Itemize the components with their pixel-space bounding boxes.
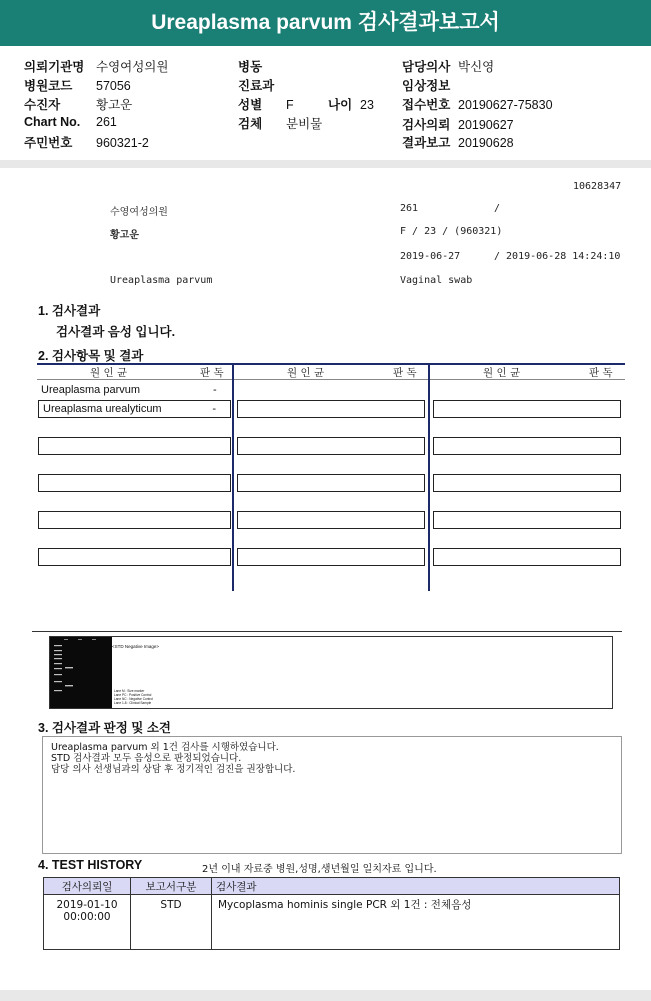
- header-request-date: [402, 115, 514, 133]
- header-label: 접수번호: [402, 98, 451, 112]
- col-head-judge: 판 독: [393, 367, 417, 379]
- gel-image: [50, 637, 112, 708]
- report-date-from: 2019-06-27: [400, 251, 461, 262]
- result-cell-empty: [433, 511, 621, 529]
- header-value: 20190628: [458, 136, 514, 150]
- header-label: 진료과: [238, 79, 275, 93]
- report-test-name: Ureaplasma parvum: [110, 275, 213, 286]
- gel-caption: <STD Negative Image>: [112, 644, 160, 649]
- header-label: 검사의뢰: [402, 118, 451, 132]
- history-date-time: 00:00:00: [63, 911, 111, 923]
- header-sex: [238, 95, 294, 113]
- separator-line: [32, 631, 622, 632]
- report-title: Ureaplasma parvum 검사결과보고서: [0, 0, 651, 46]
- opinion-box: [42, 736, 622, 854]
- section4-title: 4. TEST HISTORY: [38, 858, 143, 872]
- header-age: [328, 95, 374, 113]
- header-label: 병원코드: [24, 79, 73, 93]
- history-header: 보고서구분: [131, 878, 212, 895]
- header-label: 임상정보: [402, 79, 451, 93]
- col-head-pathogen: 원 인 균: [483, 367, 521, 379]
- report-sex-age: F / 23 / (960321): [400, 226, 503, 237]
- header-label: 담당의사: [402, 60, 451, 74]
- result-item-value: -: [212, 403, 216, 415]
- result-item-name: Ureaplasma parvum: [41, 384, 141, 396]
- header-label: 주민번호: [24, 136, 73, 150]
- header-resident-no: [24, 133, 149, 151]
- history-table: [43, 877, 620, 950]
- header-ward: [238, 57, 286, 75]
- col-head-judge: 판 독: [200, 367, 224, 379]
- report-specimen: Vaginal swab: [400, 275, 473, 286]
- history-header-row: [44, 878, 620, 895]
- divider-bar: [0, 160, 651, 168]
- gel-legend-item: Lane 1-8 : Clinical Sample: [114, 701, 152, 705]
- result-cell-empty: [38, 511, 231, 529]
- header-value: 박신영: [458, 60, 495, 74]
- result-cell-empty: [38, 548, 231, 566]
- header-value: 분비물: [286, 117, 323, 131]
- header-value: 수영여성의원: [96, 60, 169, 74]
- result-cell-empty: [237, 548, 425, 566]
- header-patient: [24, 95, 132, 113]
- bottom-bar: [0, 990, 651, 1001]
- header-value: 261: [96, 115, 117, 129]
- header-value: 황고운: [96, 98, 133, 112]
- header-value: 57056: [96, 79, 131, 93]
- gel-legend-item: Lane PC : Positive Control: [114, 693, 152, 697]
- report-chart: 261: [400, 203, 419, 214]
- header-doctor: [402, 57, 494, 75]
- col-head-pathogen: 원 인 균: [287, 367, 325, 379]
- report-patient: 황고운: [110, 230, 139, 241]
- gel-legend: [114, 689, 153, 705]
- col-head-pathogen: 원 인 균: [90, 367, 128, 379]
- gel-legend-item: Lane M : Size marker: [114, 689, 145, 693]
- header-label: 결과보고: [402, 136, 451, 150]
- header-label: 병동: [238, 60, 263, 74]
- result-cell-empty: [433, 400, 621, 418]
- result-cell-empty: [433, 437, 621, 455]
- result-item-value: -: [213, 384, 217, 396]
- report-date-to: / 2019-06-28 14:24:10: [494, 251, 621, 262]
- header-value: 20190627: [458, 118, 514, 132]
- header-value: 960321-2: [96, 136, 149, 150]
- column-divider: [428, 363, 430, 591]
- history-header: 검사의뢰일: [44, 878, 131, 895]
- result-cell-empty: [38, 474, 231, 492]
- history-date: [44, 895, 131, 950]
- header-value: F: [286, 98, 294, 112]
- result-cell-empty: [237, 511, 425, 529]
- header-specimen: [238, 114, 322, 132]
- opinion-line: Ureaplasma parvum 외 1건 검사를 시행하였습니다.: [51, 742, 279, 753]
- opinion-line: STD 검사결과 모두 음성으로 판정되었습니다.: [51, 753, 242, 764]
- gel-legend-item: Lane NC : Negative Control: [114, 697, 153, 701]
- result-cell-empty: [433, 474, 621, 492]
- result-cell-empty: [433, 548, 621, 566]
- header-label: 성별: [238, 98, 263, 112]
- header-hospital-code: [24, 76, 131, 94]
- column-divider: [232, 363, 234, 591]
- history-result: Mycoplasma hominis single PCR 외 1건 : 전체음성: [212, 895, 620, 950]
- header-label: 수진자: [24, 98, 61, 112]
- section1-title: 1. 검사결과: [38, 304, 101, 318]
- report-hospital: 수영여성의원: [110, 207, 168, 218]
- col-head-judge: 판 독: [589, 367, 613, 379]
- history-type: STD: [131, 895, 212, 950]
- result-cell-empty: [237, 437, 425, 455]
- table-row: [44, 895, 620, 950]
- report-code: 10628347: [573, 181, 622, 192]
- gel-image-box: [49, 636, 613, 709]
- history-note: 2년 이내 자료중 병원,성명,생년월일 일치자료 입니다.: [202, 864, 437, 875]
- result-cell-empty: [38, 437, 231, 455]
- section3-title: 3. 검사결과 판정 및 소견: [38, 721, 171, 735]
- result-cell-empty: [237, 474, 425, 492]
- header-report-date: [402, 133, 514, 151]
- header-value: 23: [360, 98, 374, 112]
- result-cell: [38, 400, 231, 418]
- result-cell-empty: [237, 400, 425, 418]
- history-date-day: 2019-01-10: [56, 899, 118, 911]
- section2-title: 2. 검사항목 및 결과: [38, 349, 144, 363]
- header-department: [238, 76, 286, 94]
- header-receipt-no: [402, 95, 553, 113]
- header-clinical-info: [402, 76, 458, 94]
- header-label: Chart No.: [24, 115, 81, 129]
- header-label: 검체: [238, 117, 263, 131]
- opinion-line: 담당 의사 선생님과의 상담 후 정기적인 검진을 권장합니다.: [51, 764, 296, 775]
- report-slash: /: [494, 203, 501, 214]
- section1-result: 검사결과 음성 입니다.: [56, 325, 176, 339]
- header-chart-no: [24, 115, 117, 129]
- history-header: 검사결과: [212, 878, 620, 895]
- header-value: 20190627-75830: [458, 98, 553, 112]
- header-label: 의뢰기관명: [24, 60, 85, 74]
- header-hospital: [24, 57, 168, 75]
- result-item-name: Ureaplasma urealyticum: [43, 403, 162, 415]
- header-label: 나이: [328, 98, 353, 112]
